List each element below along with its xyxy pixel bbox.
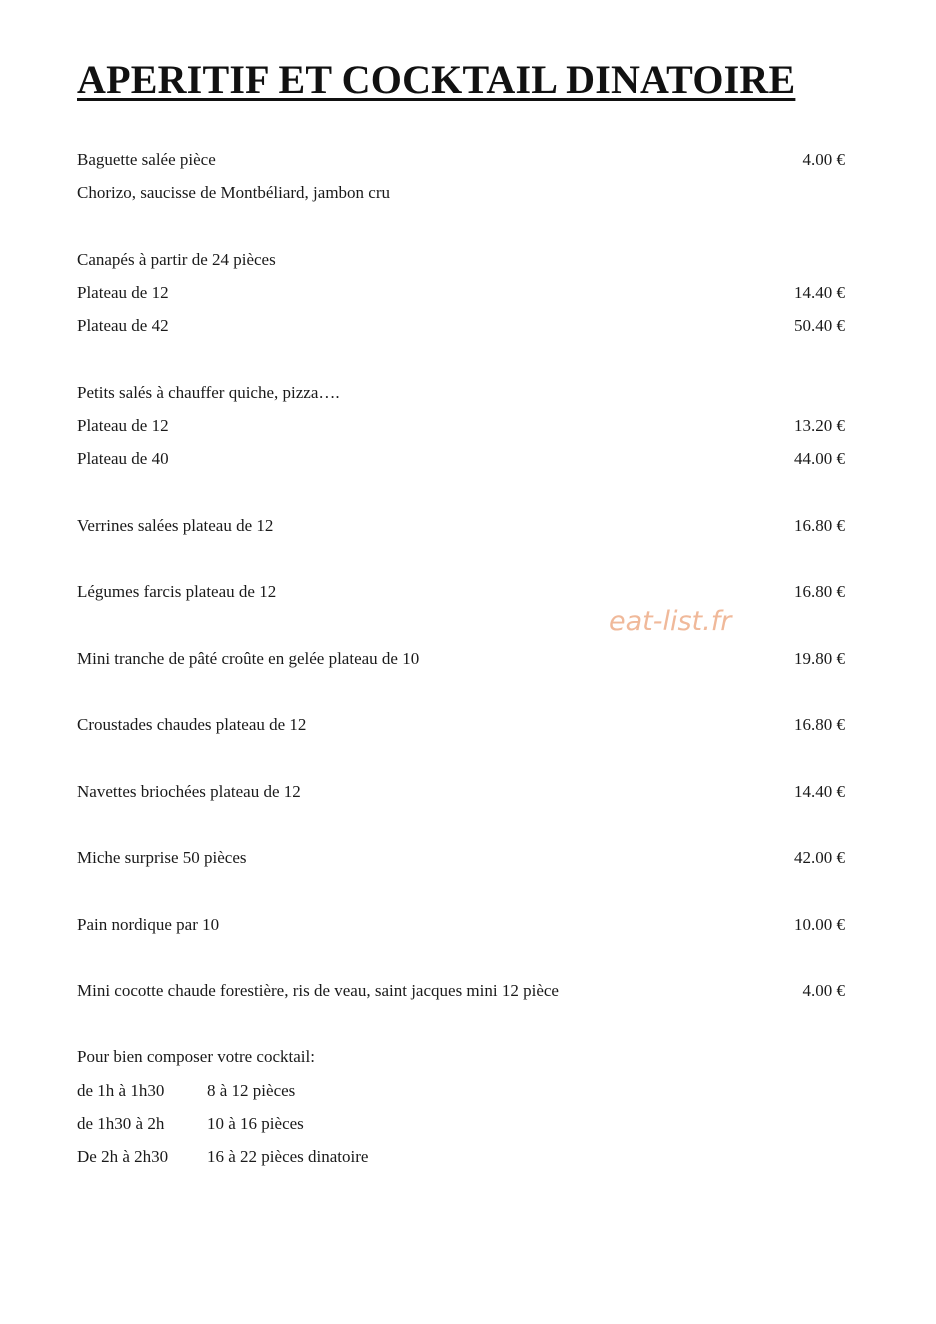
guide-count: 16 à 22 pièces dinatoire	[207, 1147, 369, 1166]
guide-count: 10 à 16 pièces	[207, 1114, 304, 1133]
item-price: 14.40 €	[794, 283, 845, 302]
item-price: 16.80 €	[794, 715, 845, 734]
item-price: 4.00 €	[802, 981, 845, 1000]
item-price: 10.00 €	[794, 915, 845, 934]
item-price: 50.40 €	[794, 316, 845, 335]
menu-item	[77, 580, 845, 604]
item-label: Plateau de 12	[77, 283, 169, 302]
menu-item	[77, 281, 845, 305]
item-price: 14.40 €	[794, 782, 845, 801]
menu-item	[77, 314, 845, 338]
item-label: Verrines salées plateau de 12	[77, 516, 274, 535]
menu-section-heading	[77, 381, 845, 405]
guide-duration: De 2h à 2h30	[77, 1147, 169, 1166]
item-price: 16.80 €	[794, 516, 845, 535]
menu-item	[77, 780, 845, 804]
watermark: eat-list.fr	[609, 606, 732, 637]
menu-item	[77, 647, 845, 671]
item-price: 44.00 €	[794, 449, 845, 468]
item-label: Croustades chaudes plateau de 12	[77, 715, 307, 734]
item-label: Plateau de 42	[77, 316, 169, 335]
item-label: Chorizo, saucisse de Montbéliard, jambon cru	[77, 183, 391, 202]
item-price: 16.80 €	[794, 582, 845, 601]
item-label: Pain nordique par 10	[77, 915, 220, 934]
item-label: Miche surprise 50 pièces	[77, 848, 247, 867]
item-label: Légumes farcis plateau de 12	[77, 582, 277, 601]
item-label: Mini cocotte chaude forestière, ris de veau, saint jacques mini 12 pièce	[77, 981, 559, 1000]
menu-item	[77, 913, 845, 937]
item-label: Mini tranche de pâté croûte en gelée plateau de 10	[77, 649, 420, 668]
menu-item	[77, 979, 845, 1003]
item-label: Navettes briochées plateau de 12	[77, 782, 301, 801]
item-label: Canapés à partir de 24 pièces	[77, 250, 276, 269]
menu-item	[77, 846, 845, 870]
item-price: 4.00 €	[802, 150, 845, 169]
menu-item	[77, 514, 845, 538]
guide-duration: de 1h30 à 2h	[77, 1114, 165, 1133]
menu-item	[77, 148, 845, 172]
item-label: Plateau de 12	[77, 416, 169, 435]
menu-section-heading	[77, 248, 845, 272]
item-price: 13.20 €	[794, 416, 845, 435]
item-price: 42.00 €	[794, 848, 845, 867]
menu-item-description	[77, 181, 845, 205]
item-price: 19.80 €	[794, 649, 845, 668]
guide-duration: de 1h à 1h30	[77, 1081, 165, 1100]
menu-item	[77, 713, 845, 737]
item-label: Plateau de 40	[77, 449, 169, 468]
menu-item	[77, 447, 845, 471]
guide-heading	[77, 1045, 845, 1069]
guide-count: 8 à 12 pièces	[207, 1081, 296, 1100]
menu-item	[77, 414, 845, 438]
item-label: Baguette salée pièce	[77, 150, 216, 169]
item-label: Petits salés à chauffer quiche, pizza….	[77, 383, 340, 402]
guide-heading-label: Pour bien composer votre cocktail:	[77, 1047, 315, 1066]
page-title: APERITIF ET COCKTAIL DINATOIRE	[77, 57, 796, 102]
